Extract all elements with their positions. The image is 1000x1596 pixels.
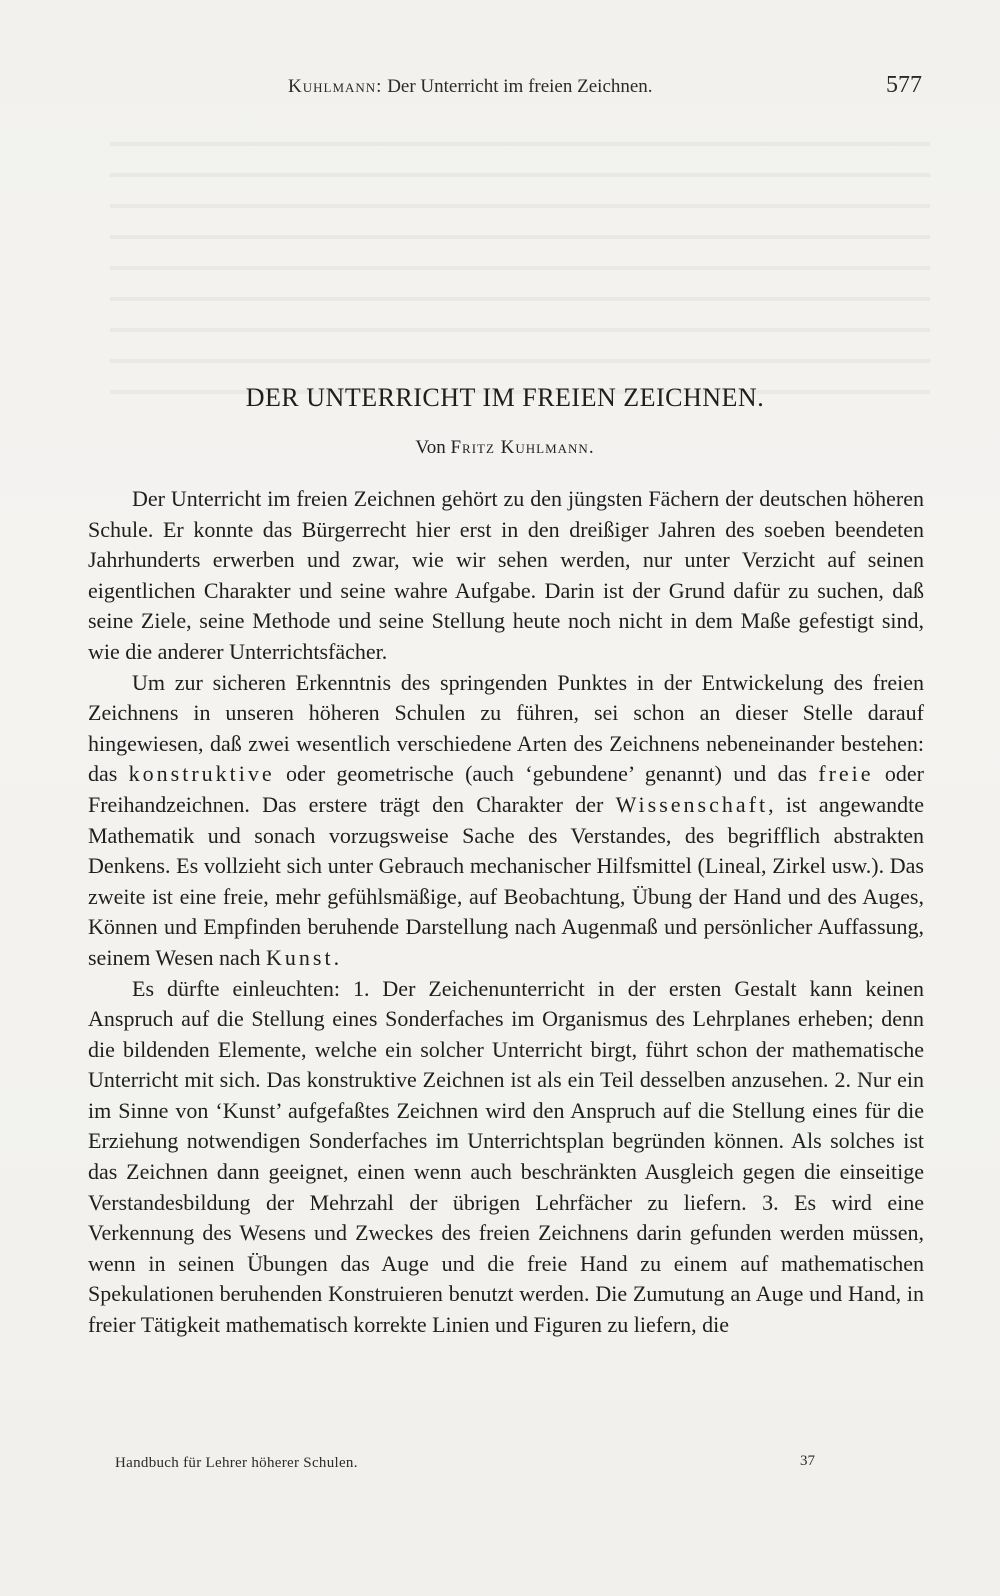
paragraph-1: Der Unterricht im freien Zeichnen gehört zu den jüngsten Fächern der deutschen höheren Schule. Er konnte das Bürgerrecht hier erst in den dreißiger Jahren des soeben beendeten Jahrhunderts erwerben und zwar, wie wir sehen werden, nur unter Verzicht auf seinen eigentlichen Charakter und seine wahre Aufgabe. Darin ist der Grund dafür zu suchen, daß seine Ziele, seine Methode und seine Stellung heute noch nicht in dem Maße gefestigt sind, wie die anderer Unterrichtsfächer. bbox=[88, 486, 924, 664]
paragraph-2-part-e: . bbox=[333, 944, 340, 970]
byline-author: Fritz Kuhlmann. bbox=[450, 437, 595, 458]
article-body bbox=[88, 484, 924, 1341]
paragraph-3 bbox=[88, 974, 924, 1341]
running-author: Kuhlmann: bbox=[288, 76, 383, 97]
running-title bbox=[288, 76, 653, 98]
running-title-text: Der Unterricht im freien Zeichnen. bbox=[387, 76, 653, 97]
emphasis-kunst: Kunst bbox=[266, 944, 334, 970]
paragraph-2 bbox=[88, 668, 924, 974]
emphasis-wissenschaft: Wissenschaft bbox=[615, 791, 769, 817]
quote-kunst: ‘Kunst’ bbox=[215, 1097, 282, 1123]
article-title: DER UNTERRICHT IM FREIEN ZEICHNEN. bbox=[245, 383, 765, 412]
byline-prefix: Von bbox=[415, 437, 446, 458]
running-head bbox=[88, 72, 922, 102]
paragraph-2-part-d: , ist angewandte Mathematik und sonach vorzugsweise Sache des Verstandes, des begrifflich abstrakten Denkens. Es vollzieht sich unter Gebrauch mechanischer Hilfsmittel (Lineal, Zirkel usw.). Das zweite ist eine freie, mehr gefühlsmäßige, auf Beobachtung, Übung der Hand und des Auges, Können und Empfinden beruhende Darstellung nach Augenmaß und persönlicher Auffassung, seinem Wesen nach bbox=[88, 791, 924, 970]
byline bbox=[0, 437, 1000, 459]
page-number: 577 bbox=[886, 72, 922, 98]
emphasis-freie: freie bbox=[818, 761, 874, 787]
emphasis-konstruktive: konstruktive bbox=[128, 761, 275, 787]
paragraph-2-part-b: oder geometrische (auch ‘gebundene’ genannt) und das bbox=[274, 761, 819, 787]
paragraph-3-part-b: aufgefaßtes Zeichnen wird den Anspruch auf die Stellung eines für die Erziehung notwendigen Sonderfaches im Unterrichtsplan begründen können. Als solches ist das Zeichnen dann geeignet, einen wenn auch beschränkten Ausgleich gegen die einseitige Verstandesbildung der Mehrzahl der übrigen Lehrfächer zu liefern. 3. Es wird eine Verkennung des Wesens und Zweckes des freien Zeichnens darin gefunden werden müssen, wenn in seinen Übungen das Auge und die freie Hand zu einem auf mathematischen Spekulationen beruhenden Konstruieren benutzt werden. Die Zumutung an Auge und Hand, in freier Tätigkeit mathematisch korrekte Linien und Figuren zu liefern, die bbox=[88, 1097, 924, 1338]
page-footer bbox=[115, 1455, 835, 1477]
paragraph-3-part-a: Es dürfte einleuchten: 1. Der Zeichenunterricht in der ersten Gestalt kann keinen Anspruch auf die Stellung eines Sonderfaches im Organismus des Lehrplanes erheben; denn die bildenden Elemente, welche ein solcher Unterricht birgt, führt schon der mathematische Unterricht mit sich. Das konstruktive Zeichnen ist als ein Teil desselben anzusehen. 2. Nur ein im Sinne von bbox=[88, 975, 924, 1123]
bleed-through bbox=[110, 120, 930, 420]
paragraph-2-part-a: Um zur sicheren Erkenntnis des springenden Punktes in der Entwickelung des freien Zeichnens in unseren höheren Schulen zu führen, sei schon an dieser Stelle darauf hingewiesen, daß zwei wesentlich verschiedene Arten des Zeichnens nebeneinander bestehen: das bbox=[88, 669, 924, 787]
paragraph-2-part-c: oder Freihandzeichnen. Das erstere trägt den Charakter der bbox=[88, 761, 924, 817]
footer-book-title: Handbuch für Lehrer höherer Schulen. bbox=[115, 1455, 358, 1471]
footer-signature-number: 37 bbox=[800, 1453, 815, 1469]
